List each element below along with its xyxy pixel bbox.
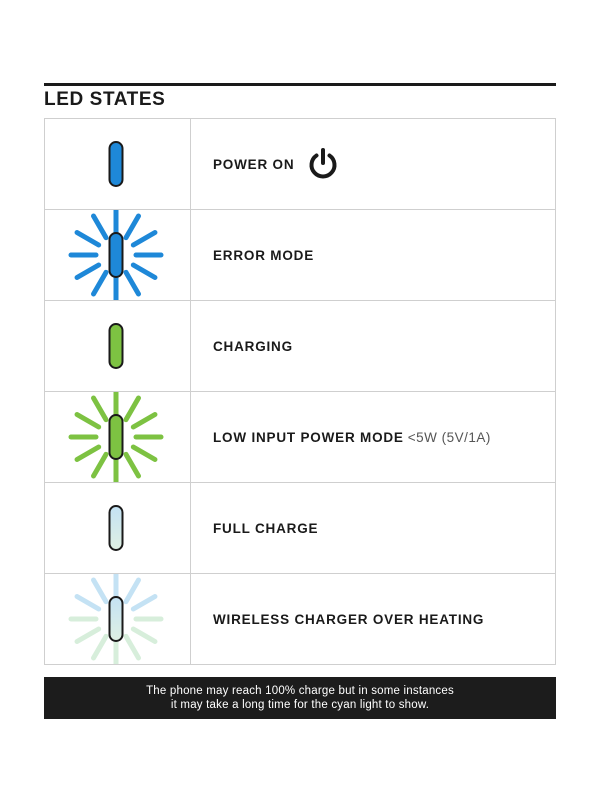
led-states-table <box>44 118 556 665</box>
led-ray <box>133 415 155 428</box>
state-label: LOW INPUT POWER MODE <box>213 429 404 445</box>
led-indicator-icon <box>45 574 190 664</box>
table-row <box>45 391 555 482</box>
table-row <box>45 573 555 664</box>
led-indicator-icon <box>45 301 190 391</box>
led-ray <box>133 629 155 642</box>
state-suffix: <5W (5V/1A) <box>407 429 491 445</box>
note-line: The phone may reach 100% charge but in some instances <box>146 685 454 697</box>
led-ray <box>94 272 107 294</box>
led-light <box>110 415 123 459</box>
led-icon-cell <box>45 210 191 300</box>
state-label: WIRELESS CHARGER OVER HEATING <box>213 611 485 627</box>
led-icon-cell <box>45 574 191 664</box>
led-ray <box>94 580 107 602</box>
table-row <box>45 482 555 573</box>
led-ray <box>94 636 107 658</box>
led-ray <box>77 597 99 610</box>
state-label: POWER ON <box>213 156 295 172</box>
led-ray <box>94 454 107 476</box>
note-banner <box>44 677 556 719</box>
led-ray <box>126 216 139 238</box>
power-icon <box>306 147 340 181</box>
table-row <box>45 300 555 391</box>
led-icon-cell <box>45 301 191 391</box>
led-ray <box>94 216 107 238</box>
led-indicator-icon <box>45 210 190 300</box>
state-text-cell <box>191 301 555 391</box>
led-ray <box>126 454 139 476</box>
led-ray <box>77 415 99 428</box>
led-ray <box>77 629 99 642</box>
led-ray <box>126 272 139 294</box>
led-indicator-icon <box>45 483 190 573</box>
led-ray <box>126 580 139 602</box>
top-rule <box>44 83 556 86</box>
state-label: ERROR MODE <box>213 247 315 263</box>
led-ray <box>77 265 99 278</box>
led-ray <box>133 233 155 246</box>
state-text-cell <box>191 392 555 482</box>
led-light <box>110 233 123 277</box>
led-light <box>110 142 123 186</box>
state-text-cell <box>191 483 555 573</box>
state-text-cell <box>191 119 555 209</box>
led-ray <box>133 597 155 610</box>
state-text-cell <box>191 574 555 664</box>
page-title: LED STATES <box>44 89 166 110</box>
led-ray <box>94 398 107 420</box>
table-row <box>45 209 555 300</box>
led-icon-cell <box>45 483 191 573</box>
table-row <box>45 119 555 209</box>
note-line: it may take a long time for the cyan light to show. <box>170 699 430 711</box>
led-ray <box>126 398 139 420</box>
led-indicator-icon <box>45 119 190 209</box>
state-label: FULL CHARGE <box>213 520 319 536</box>
led-icon-cell <box>45 392 191 482</box>
led-light <box>110 324 123 368</box>
led-indicator-icon <box>45 392 190 482</box>
led-ray <box>133 265 155 278</box>
led-icon-cell <box>45 119 191 209</box>
led-light <box>110 506 123 550</box>
state-text-cell <box>191 210 555 300</box>
led-ray <box>126 636 139 658</box>
led-ray <box>133 447 155 460</box>
led-ray <box>77 447 99 460</box>
state-label: CHARGING <box>213 338 293 354</box>
led-light <box>110 597 123 641</box>
led-ray <box>77 233 99 246</box>
